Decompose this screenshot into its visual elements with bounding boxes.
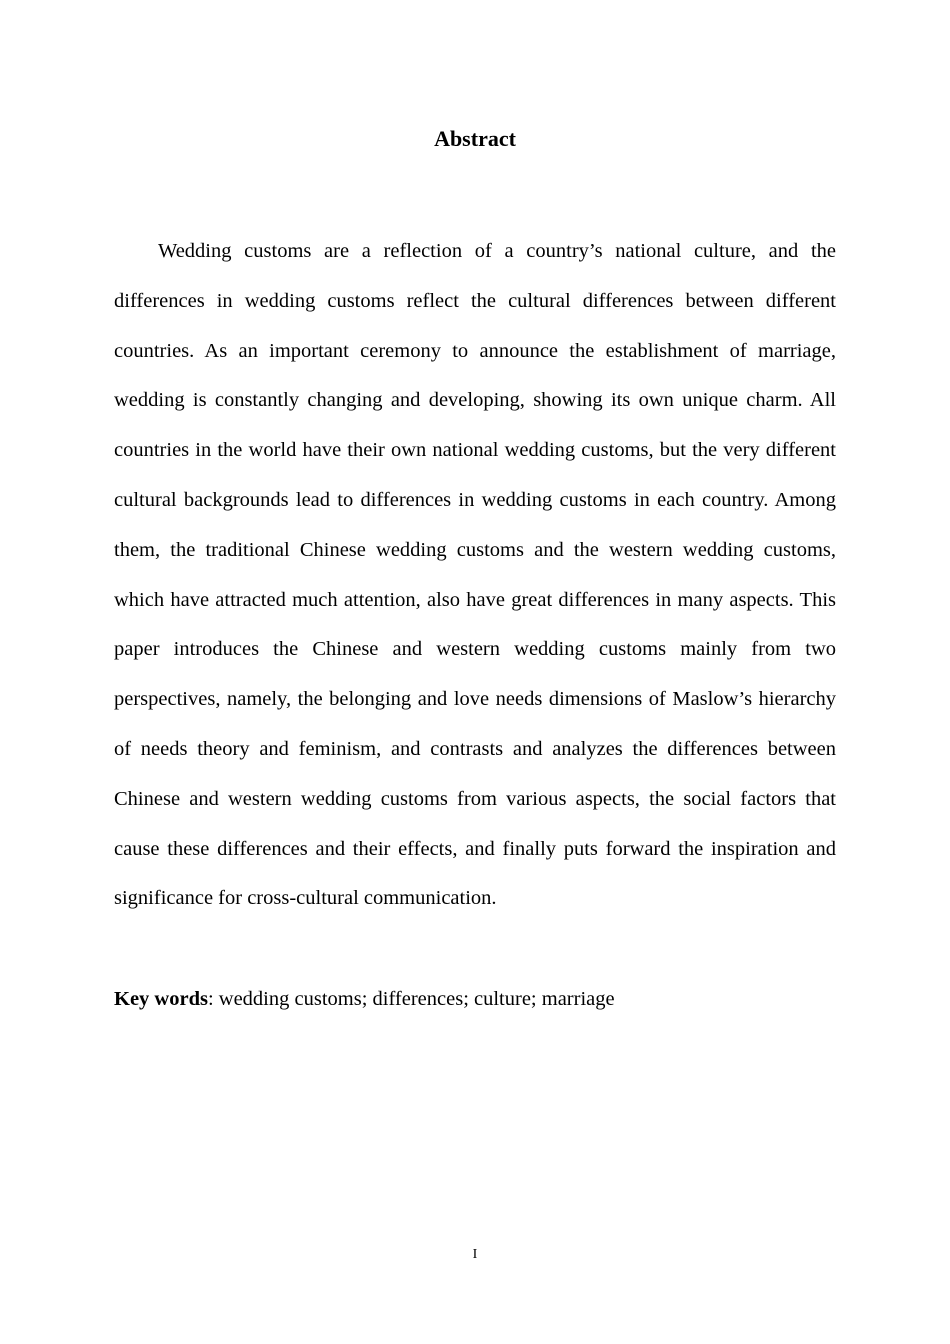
keywords-text: : wedding customs; differences; culture; marriage — [207, 988, 615, 1010]
abstract-title: Abstract — [434, 126, 516, 151]
keywords-line — [114, 977, 836, 1021]
abstract-body: Wedding customs are a reflection of a country’s national culture, and the differences in wedding customs reflect the cultural differences between different countries. As an important ceremony to announce the establishment of marriage, wedding is constantly changing and developing, showing its own unique charm. All countries in the world have their own national wedding customs, but the very different cultural backgrounds lead to differences in wedding customs in each country. Among them, the traditional Chinese wedding customs and the western wedding customs, which have attracted much attention, also have great differences in many aspects. This paper introduces the Chinese and western wedding customs mainly from two perspectives, namely, the belonging and love needs dimensions of Maslow’s hierarchy of needs theory and feminism, and contrasts and analyzes the differences between Chinese and western wedding customs from various aspects, the social factors that cause these differences and their effects, and finally puts forward the inspiration and significance for cross-cultural communication. — [114, 240, 836, 910]
page-number: I — [472, 1247, 478, 1262]
keywords-label: Key words — [114, 988, 208, 1010]
